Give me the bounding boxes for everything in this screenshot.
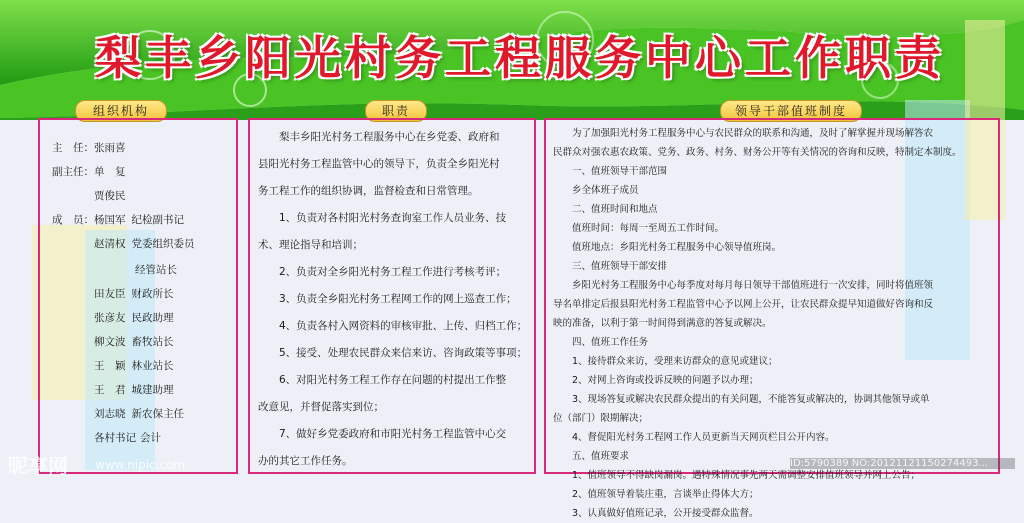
org-row: 刘志晓 新农保主任 <box>94 408 184 420</box>
rule-line: 二、值班时间和地点 <box>553 204 658 215</box>
duty-line: 务工程工作的组织协调，监督检查和日常管理。 <box>258 185 479 197</box>
duty-line: 2、负责对全乡阳光村务工程工作进行考核考评； <box>258 266 507 278</box>
rule-line: 五、值班要求 <box>553 451 630 462</box>
rule-line: 2、值班领导着装庄重，言谈举止得体大方； <box>553 489 759 500</box>
duty-line: 4、负责各村入网资料的审核审批、上传、归档工作； <box>258 320 528 332</box>
duty-line: 6、对阳光村务工程工作存在问题的村提出工作整 <box>258 374 507 386</box>
org-row: 各村书记 会计 <box>94 432 161 444</box>
rule-line: 3、认真做好值班记录，公开接受群众监督。 <box>553 508 759 519</box>
page-title: 梨丰乡阳光村务工程服务中心工作职责 <box>95 31 945 85</box>
tab-duty-system: 领导干部值班制度 <box>720 100 862 122</box>
rule-line: 4、督促阳光村务工程网工作人员更新当天网页栏目公开内容。 <box>553 432 835 443</box>
duty-line: 改意见，并督促落实到位； <box>258 401 384 413</box>
org-row: 贾俊民 <box>94 190 126 202</box>
org-row: 柳文波 畜牧站长 <box>94 336 174 348</box>
org-row: 张彦友 民政助理 <box>94 312 174 324</box>
duty-line: 7、做好乡党委政府和市阳光村务工程监管中心交 <box>258 428 507 440</box>
org-row: 王 颖 林业站长 <box>94 360 174 372</box>
rule-line: 为了加强阳光村务工程服务中心与农民群众的联系和沟通，及时了解掌握并现场解答农 <box>553 128 934 139</box>
rule-line: 1、接待群众来访，受理来访群众的意见或建议； <box>553 356 778 367</box>
duty-line: 术、理论指导和培训； <box>258 239 363 251</box>
org-row: 成 员：杨国军 纪检副书记 <box>52 214 184 226</box>
rule-line: 映的准备，以利于第一时间得到满意的答复或解决。 <box>553 318 772 329</box>
watermark-logo: 昵享网 <box>8 454 68 478</box>
rule-line: 值班地点：乡阳光村务工程服务中心领导值班岗。 <box>553 242 782 253</box>
duty-line: 5、接受、处理农民群众来信来访、咨询政策等事项； <box>258 347 528 359</box>
watermark-id: ID:5790389 NO:20121121150274493... <box>790 458 1015 469</box>
tab-duties: 职责 <box>365 100 427 122</box>
org-row: 王 君 城建助理 <box>94 384 174 396</box>
duty-line: 梨丰乡阳光村务工程服务中心在乡党委、政府和 <box>258 131 500 143</box>
watermark-url: www.nipic.com <box>95 458 186 472</box>
org-row: 主 任：张雨喜 <box>52 142 126 154</box>
rule-line: 民群众对强农惠农政策、党务、政务、村务、财务公开等有关情况的咨询和反映，特制定本制度。 <box>553 147 962 158</box>
rule-line: 1、值班领导不得缺岗漏岗。遇特殊情况事先两天需调整安排值班领导并网上公告； <box>553 470 921 481</box>
rule-line: 位（部门）限期解决； <box>553 413 649 424</box>
rule-line: 三、值班领导干部安排 <box>553 261 668 272</box>
org-row: 副主任：单 复 <box>52 166 126 178</box>
duty-line: 3、负责全乡阳光村务工程网工作的网上巡查工作； <box>258 293 517 305</box>
org-row: 经管站长 <box>135 264 177 276</box>
rule-line: 乡阳光村务工程服务中心每季度对每月每日领导干部值班进行一次安排，同时将值班领 <box>553 280 934 291</box>
rule-line: 一、值班领导干部范围 <box>553 166 668 177</box>
duty-line: 办的其它工作任务。 <box>258 455 353 467</box>
duty-line: 县阳光村务工程监管中心的领导下，负责全乡阳光村 <box>258 158 500 170</box>
rule-line: 导名单排定后报县阳光村务工程监管中心予以网上公开，让农民群众提早知道做好咨询和反 <box>553 299 934 310</box>
tab-organization: 组织机构 <box>75 100 167 122</box>
rule-line: 3、现场答复或解决农民群众提出的有关问题，不能答复或解决的，协调其他领导或单 <box>553 394 930 405</box>
rule-line: 值班时间：每周一至周五工作时间。 <box>553 223 725 234</box>
duty-line: 1、负责对各村阳光村务查询室工作人员业务、技 <box>258 212 507 224</box>
duties-text <box>258 124 530 475</box>
rule-line: 乡全体班子成员 <box>553 185 639 196</box>
org-row: 田友臣 财政所长 <box>94 288 174 300</box>
rule-line: 四、值班工作任务 <box>553 337 649 348</box>
rule-line: 2、对网上咨询或投诉反映的问题予以办理； <box>553 375 759 386</box>
org-row: 赵清权 党委组织委员 <box>94 238 195 250</box>
